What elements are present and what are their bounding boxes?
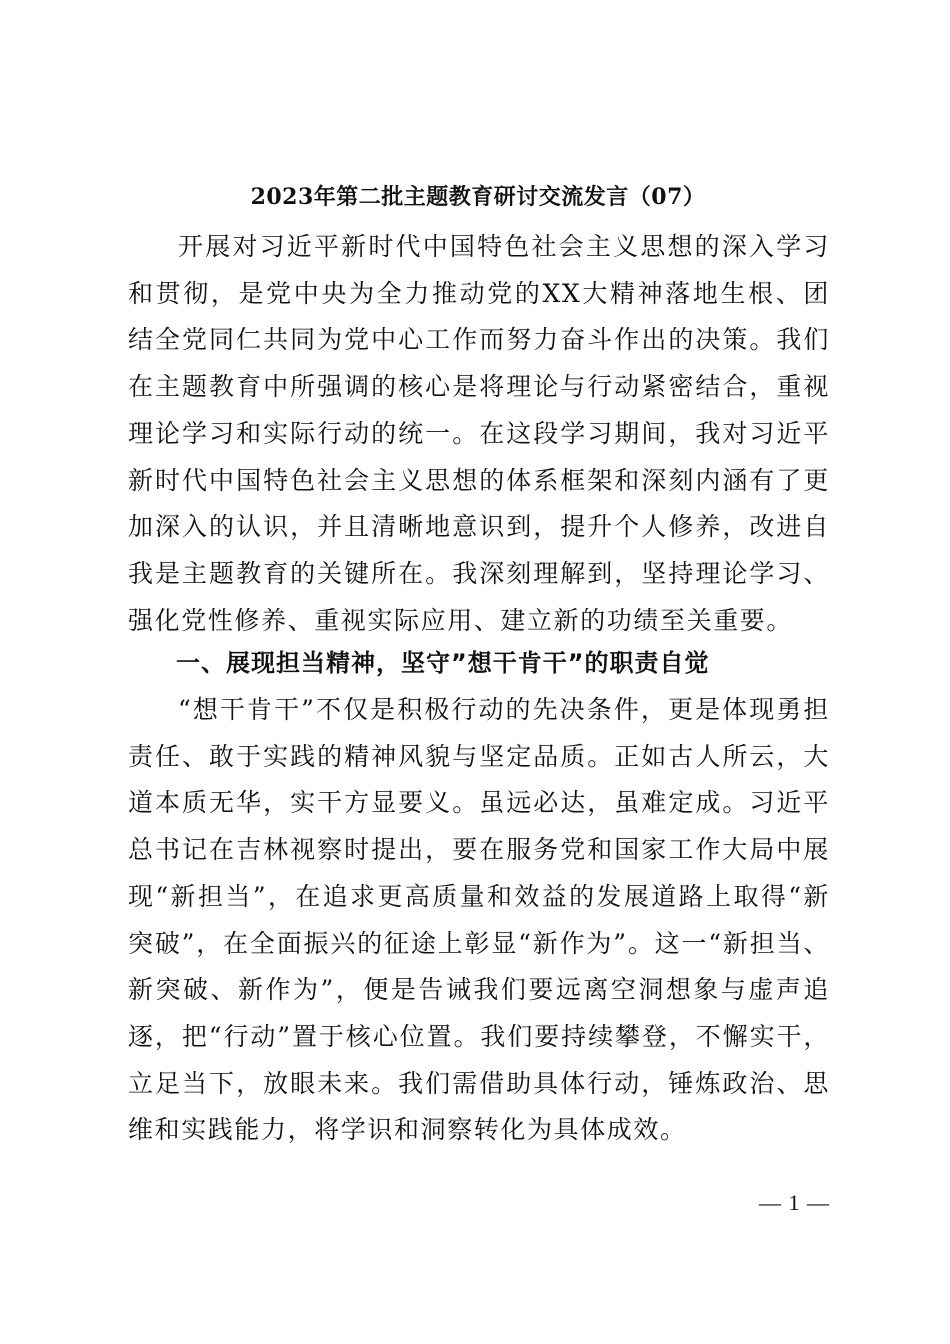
section-heading: 一、展现担当精神，坚守”想干肯干”的职责自觉 [176,649,710,677]
intro-section [128,224,830,644]
document-title: 2023年第二批主题教育研讨交流发言（07） [250,184,706,210]
intro-paragraph: 开展对习近平新时代中国特色社会主义思想的深入学习和贯彻，是党中央为全力推动党的XX大精神落地生根、团结全党同仁共同为党中心工作而努力奋斗作出的决策。我们在主题教育中所强调的核心是将理论与行动紧密结合，重视理论学习和实际行动的统一。在这段学习期间，我对习近平新时代中国特色社会主义思想的体系框架和深刻内涵有了更加深入的认识，并且清晰地意识到，提升个人修养，改进自我是主题教育的关键所在。我深刻理解到，坚持理论学习、强化党性修养、重视实际应用、建立新的功绩至关重要。 [128,232,830,635]
page-number: — 1 — [759,1190,830,1215]
section-paragraph: “想干肯干”不仅是积极行动的先决条件，更是体现勇担责任、敢于实践的精神风貌与坚定品质。正如古人所云，大道本质无华，实干方显要义。虽远必达，虽难定成。习近平总书记在吉林视察时提出，要在服务党和国家工作大局中展现“新担当”，在追求更高质量和效益的发展道路上取得“新突破”，在全面振兴的征途上彰显“新作为”。这一“新担当、新突破、新作为”，便是告诫我们要远离空洞想象与虚声追逐，把“行动”置于核心位置。我们要持续攀登，不懈实干，立足当下，放眼未来。我们需借助具体行动，锤炼政治、思维和实践能力，将学识和洞察转化为具体成效。 [128,695,830,1145]
section-body [128,687,830,1154]
section-heading-container [128,640,830,687]
